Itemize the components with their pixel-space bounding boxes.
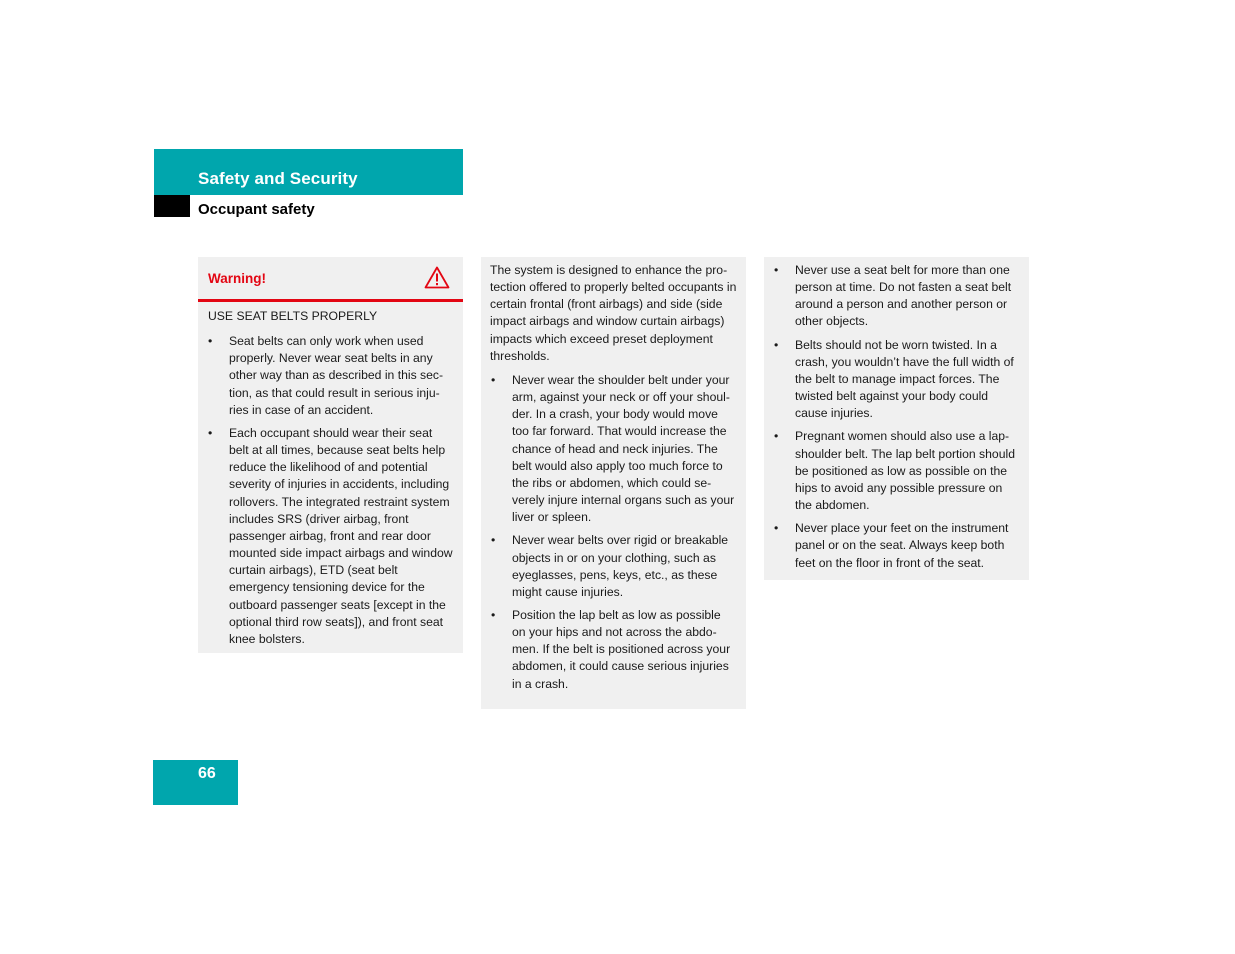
bullet: • <box>208 334 213 349</box>
list-item <box>764 520 1029 571</box>
list-item <box>764 428 1029 514</box>
right-panel <box>764 257 1029 580</box>
section-marker-block <box>154 195 190 217</box>
list-item-text: Never wear belts over rigid or breakable objects in or on your clothing, such as eyeglasses, pens, keys, etc., as these might cause injuries. <box>512 533 729 599</box>
bullet: • <box>774 337 779 352</box>
list-item <box>481 607 746 693</box>
list-item <box>764 337 1029 423</box>
middle-list <box>481 372 746 693</box>
right-list <box>764 262 1029 572</box>
list-item <box>198 425 463 648</box>
list-item-text: Pregnant women should also use a lap-shoulder belt. The lap belt portion should be positioned as low as possible on the hips to avoid any possible pressure on the abdomen. <box>795 429 1015 513</box>
list-item-text: Seat belts can only work when used properly. Never wear seat belts in any other way than as described in this section, as that could result in serious injuries in case of an accident. <box>229 334 444 417</box>
list-item-text: Belts should not be worn twisted. In a crash, you wouldn’t have the full width of the belt to manage impact forces. The twisted belt against your body could cause injuries. <box>795 337 1014 421</box>
page-number: 66 <box>198 765 216 782</box>
list-item <box>764 262 1029 331</box>
bullet: • <box>491 533 496 548</box>
middle-panel <box>481 257 746 709</box>
bullet: • <box>774 263 779 277</box>
list-item <box>198 333 463 419</box>
section-title: Safety and Security <box>198 169 358 188</box>
list-item-text: Never wear the shoulder belt under your arm, against your neck or off your shoulder. In a crash, your body would move too far forward. That would increase the chance of head and neck injuries. The belt would also apply too much force to the ribs or abdomen, which could severely injure internal organs such as your liver or spleen. <box>512 372 735 525</box>
list-item <box>481 372 746 526</box>
list-item-text: Never place your feet on the instrument panel or on the seat. Always keep both feet on the floor in front of the seat. <box>795 521 1009 570</box>
intro-paragraph: The system is designed to enhance the protection offered to properly belted occupants in certain frontal (front airbags) and side (side impact airbags and window curtain airbags) impacts which exceed preset deployment thresholds. <box>490 263 737 363</box>
list-item-text: Never use a seat belt for more than one person at time. Do not fasten a seat belt around a person and another person or other objects. <box>795 263 1012 329</box>
bullet: • <box>491 607 496 622</box>
list-item-text: Each occupant should wear their seat belt at all times, because seat belts help reduce the likelihood of and potential severity of injuries in accidents, including rollovers. The integrated restraint system includes SRS (driver airbag, front passenger airbag, front and rear door mounted side impact airbags and window curtain airbags), ETD (seat belt emergency tensioning device for the outboard passenger seats [except in the optional third row seats]), and front seat knee bolsters. <box>229 425 453 646</box>
warning-heading: USE SEAT BELTS PROPERLY <box>208 309 378 323</box>
warning-triangle-icon <box>424 266 450 289</box>
warning-panel <box>198 257 463 653</box>
list-item <box>481 532 746 601</box>
warning-header <box>198 257 463 302</box>
bullet: • <box>774 429 779 444</box>
page-number-box <box>153 760 238 805</box>
warning-list <box>198 333 463 648</box>
bullet: • <box>491 372 496 387</box>
warning-label: Warning! <box>208 271 266 286</box>
list-item-text: Position the lap belt as low as possible on your hips and not across the abdomen. If the belt is positioned across your abdomen, it could cause serious injuries in a crash. <box>512 607 731 691</box>
bullet: • <box>774 521 779 536</box>
subsection-title: Occupant safety <box>198 201 315 218</box>
bullet: • <box>208 425 213 440</box>
